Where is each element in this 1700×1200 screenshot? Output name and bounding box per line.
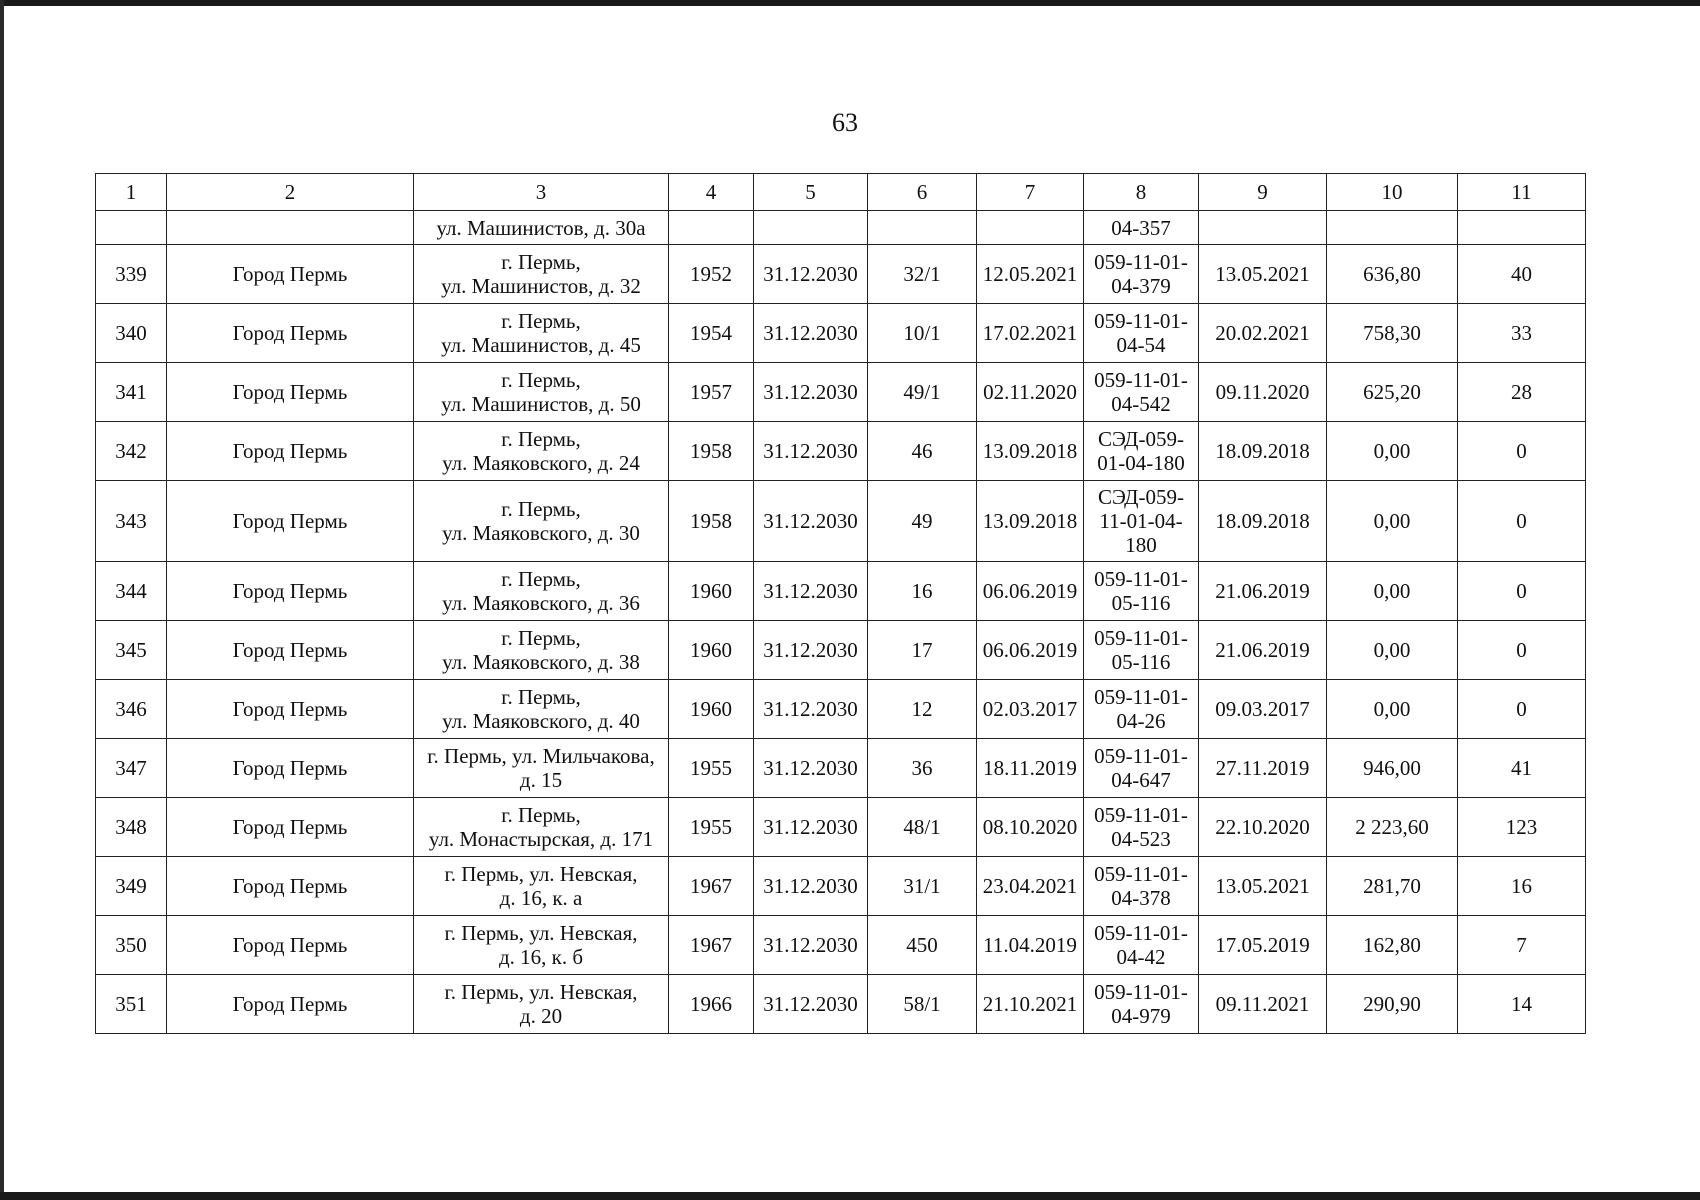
area-cell: 0,00 (1327, 621, 1458, 680)
document-number-cell (1084, 621, 1199, 680)
document-number-cell-line: 04-378 (1111, 886, 1171, 910)
address-cell-line: ул. Монастырская, д. 171 (428, 827, 654, 851)
cell-empty (96, 211, 167, 245)
document-number-cell-line: 059-11-01- (1094, 980, 1188, 1004)
address-cell (414, 916, 669, 975)
number-cell: 32/1 (868, 245, 977, 304)
address-cell-line: г. Пермь, (501, 368, 581, 392)
deadline-cell: 31.12.2030 (754, 916, 868, 975)
number-cell: 36 (868, 739, 977, 798)
document-number-cell-line: 05-116 (1111, 591, 1171, 615)
address-cell-line: г. Пермь, ул. Невская, (444, 921, 638, 945)
number-cell: 16 (868, 562, 977, 621)
address-cell-line: г. Пермь, (501, 250, 581, 274)
address-cell-line: ул. Машинистов, д. 50 (441, 392, 641, 416)
municipality-cell: Город Пермь (167, 798, 414, 857)
deadline-cell: 31.12.2030 (754, 562, 868, 621)
document-number-cell-line: 04-523 (1111, 827, 1171, 851)
deadline-cell: 31.12.2030 (754, 857, 868, 916)
table-row (96, 739, 1586, 798)
document-number-cell-line: 059-11-01- (1094, 368, 1188, 392)
deadline-cell: 31.12.2030 (754, 739, 868, 798)
persons-cell: 41 (1458, 739, 1586, 798)
number-cell: 450 (868, 916, 977, 975)
document-number-cell-line: СЭД-059- (1098, 485, 1184, 509)
document-number-cell (1084, 481, 1199, 562)
address-cell-line: г. Пермь, (501, 626, 581, 650)
document-number-cell (1084, 798, 1199, 857)
year-cell: 1960 (669, 621, 754, 680)
address-cell-line: ул. Машинистов, д. 45 (441, 333, 641, 357)
year-cell: 1967 (669, 916, 754, 975)
document-number-cell (1084, 245, 1199, 304)
number-cell: 58/1 (868, 975, 977, 1034)
row-number: 348 (96, 798, 167, 857)
date-cell: 09.03.2017 (1199, 680, 1327, 739)
date-cell: 13.05.2021 (1199, 857, 1327, 916)
document-number-cell-line: 059-11-01- (1094, 626, 1188, 650)
table-row (96, 975, 1586, 1034)
municipality-cell: Город Пермь (167, 562, 414, 621)
address-cell-line: ул. Маяковского, д. 40 (442, 709, 640, 733)
document-number-cell (1084, 680, 1199, 739)
column-number: 5 (754, 174, 868, 211)
date-cell: 23.04.2021 (977, 857, 1084, 916)
document-number-cell-line: СЭД-059- (1098, 427, 1184, 451)
persons-cell: 7 (1458, 916, 1586, 975)
row-number: 351 (96, 975, 167, 1034)
document-number-cell-line: 04-647 (1111, 768, 1171, 792)
document-number-cell (1084, 916, 1199, 975)
address-cell-line: д. 20 (519, 1004, 563, 1028)
date-cell: 11.04.2019 (977, 916, 1084, 975)
page-number: 63 (832, 108, 858, 137)
table-row (96, 562, 1586, 621)
date-cell: 21.10.2021 (977, 975, 1084, 1034)
persons-cell: 0 (1458, 680, 1586, 739)
deadline-cell: 31.12.2030 (754, 621, 868, 680)
date-cell: 21.06.2019 (1199, 562, 1327, 621)
cell-empty (1327, 211, 1458, 245)
scan-edge-bottom (0, 1192, 1700, 1200)
document-number-cell-line: 05-116 (1111, 650, 1171, 674)
date-cell: 27.11.2019 (1199, 739, 1327, 798)
area-cell: 0,00 (1327, 680, 1458, 739)
deadline-cell: 31.12.2030 (754, 680, 868, 739)
address-cell (414, 245, 669, 304)
address-cell-line: д. 15 (519, 768, 563, 792)
document-number-cell-line: 059-11-01- (1094, 803, 1188, 827)
date-cell: 13.05.2021 (1199, 245, 1327, 304)
table-row (96, 481, 1586, 562)
persons-cell: 0 (1458, 562, 1586, 621)
address-cell (414, 975, 669, 1034)
table-row (96, 916, 1586, 975)
address-cell-line: ул. Машинистов, д. 32 (441, 274, 641, 298)
column-number: 8 (1084, 174, 1199, 211)
register-table (95, 173, 1586, 1034)
document-number-cell (1084, 857, 1199, 916)
date-cell: 13.09.2018 (977, 481, 1084, 562)
address-cell (414, 621, 669, 680)
address-cell-line: г. Пермь, (501, 803, 581, 827)
municipality-cell: Город Пермь (167, 916, 414, 975)
column-number: 4 (669, 174, 754, 211)
table-row (96, 798, 1586, 857)
document-number-cell (1084, 739, 1199, 798)
column-number: 10 (1327, 174, 1458, 211)
year-cell: 1960 (669, 680, 754, 739)
date-cell: 17.05.2019 (1199, 916, 1327, 975)
cell-empty (167, 211, 414, 245)
address-cell-line: г. Пермь, (501, 427, 581, 451)
area-cell: 281,70 (1327, 857, 1458, 916)
address-cell-line: г. Пермь, (501, 497, 581, 521)
column-number-row (96, 174, 1586, 211)
row-number: 343 (96, 481, 167, 562)
number-cell: 10/1 (868, 304, 977, 363)
document-number-cell-line: 059-11-01- (1094, 309, 1188, 333)
document-number-cell-line: 04-542 (1111, 392, 1171, 416)
document-number-cell-line: 04-54 (1116, 333, 1166, 357)
row-number: 341 (96, 363, 167, 422)
municipality-cell: Город Пермь (167, 621, 414, 680)
deadline-cell: 31.12.2030 (754, 975, 868, 1034)
area-cell: 290,90 (1327, 975, 1458, 1034)
cell-empty (754, 211, 868, 245)
document-number-cell-line: 04-979 (1111, 1004, 1171, 1028)
area-cell: 625,20 (1327, 363, 1458, 422)
document-number-cell-line: 059-11-01- (1094, 862, 1188, 886)
date-cell: 02.03.2017 (977, 680, 1084, 739)
continuation-address: ул. Машинистов, д. 30а (414, 211, 669, 245)
date-cell: 13.09.2018 (977, 422, 1084, 481)
document-number-cell (1084, 562, 1199, 621)
column-number: 3 (414, 174, 669, 211)
date-cell: 18.09.2018 (1199, 422, 1327, 481)
date-cell: 17.02.2021 (977, 304, 1084, 363)
year-cell: 1958 (669, 422, 754, 481)
number-cell: 31/1 (868, 857, 977, 916)
date-cell: 18.09.2018 (1199, 481, 1327, 562)
date-cell: 09.11.2021 (1199, 975, 1327, 1034)
year-cell: 1967 (669, 857, 754, 916)
date-cell: 02.11.2020 (977, 363, 1084, 422)
address-cell (414, 739, 669, 798)
municipality-cell: Город Пермь (167, 680, 414, 739)
document-number-cell-line: 11-01-04- (1099, 509, 1183, 533)
persons-cell: 0 (1458, 422, 1586, 481)
address-cell-line: г. Пермь, (501, 309, 581, 333)
area-cell: 758,30 (1327, 304, 1458, 363)
document-number-cell (1084, 304, 1199, 363)
address-cell (414, 680, 669, 739)
persons-cell: 0 (1458, 621, 1586, 680)
row-number: 342 (96, 422, 167, 481)
column-number: 11 (1458, 174, 1586, 211)
number-cell: 49/1 (868, 363, 977, 422)
year-cell: 1955 (669, 739, 754, 798)
address-cell (414, 422, 669, 481)
column-number: 6 (868, 174, 977, 211)
address-cell-line: г. Пермь, ул. Невская, (444, 862, 638, 886)
year-cell: 1952 (669, 245, 754, 304)
row-number: 346 (96, 680, 167, 739)
row-number: 350 (96, 916, 167, 975)
date-cell: 18.11.2019 (977, 739, 1084, 798)
table-row (96, 621, 1586, 680)
number-cell: 17 (868, 621, 977, 680)
municipality-cell: Город Пермь (167, 304, 414, 363)
address-cell-line: г. Пермь, (501, 567, 581, 591)
deadline-cell: 31.12.2030 (754, 798, 868, 857)
document-number-cell-line: 01-04-180 (1097, 451, 1185, 475)
number-cell: 46 (868, 422, 977, 481)
persons-cell: 0 (1458, 481, 1586, 562)
row-number: 344 (96, 562, 167, 621)
deadline-cell: 31.12.2030 (754, 245, 868, 304)
cell-empty (868, 211, 977, 245)
date-cell: 06.06.2019 (977, 562, 1084, 621)
address-cell-line: д. 16, к. а (499, 886, 583, 910)
address-cell-line: г. Пермь, (501, 685, 581, 709)
municipality-cell: Город Пермь (167, 739, 414, 798)
table-row (96, 304, 1586, 363)
persons-cell: 33 (1458, 304, 1586, 363)
address-cell-line: г. Пермь, ул. Невская, (444, 980, 638, 1004)
document-number-cell-line: 059-11-01- (1094, 685, 1188, 709)
row-number: 345 (96, 621, 167, 680)
document-number-cell-line: 180 (1125, 533, 1157, 557)
cell-empty (1199, 211, 1327, 245)
number-cell: 49 (868, 481, 977, 562)
address-cell-line: г. Пермь, ул. Мильчакова, (427, 744, 655, 768)
address-cell (414, 857, 669, 916)
document-number-cell (1084, 975, 1199, 1034)
year-cell: 1960 (669, 562, 754, 621)
deadline-cell: 31.12.2030 (754, 422, 868, 481)
row-number: 347 (96, 739, 167, 798)
cell-empty (977, 211, 1084, 245)
deadline-cell: 31.12.2030 (754, 304, 868, 363)
persons-cell: 28 (1458, 363, 1586, 422)
address-cell (414, 562, 669, 621)
address-cell (414, 481, 669, 562)
date-cell: 20.02.2021 (1199, 304, 1327, 363)
area-cell: 0,00 (1327, 481, 1458, 562)
document-number-cell-line: 059-11-01- (1094, 567, 1188, 591)
document-number-cell-line: 059-11-01- (1094, 250, 1188, 274)
area-cell: 0,00 (1327, 562, 1458, 621)
document-number-cell-line: 059-11-01- (1094, 921, 1188, 945)
persons-cell: 14 (1458, 975, 1586, 1034)
year-cell: 1957 (669, 363, 754, 422)
document-number-cell-line: 04-42 (1116, 945, 1166, 969)
municipality-cell: Город Пермь (167, 363, 414, 422)
address-cell-line: ул. Маяковского, д. 24 (442, 451, 640, 475)
document-number-cell-line: 04-379 (1111, 274, 1171, 298)
document-number-cell (1084, 422, 1199, 481)
persons-cell: 40 (1458, 245, 1586, 304)
year-cell: 1966 (669, 975, 754, 1034)
table-row (96, 857, 1586, 916)
area-cell: 162,80 (1327, 916, 1458, 975)
table-row (96, 680, 1586, 739)
deadline-cell: 31.12.2030 (754, 363, 868, 422)
municipality-cell: Город Пермь (167, 857, 414, 916)
date-cell: 09.11.2020 (1199, 363, 1327, 422)
area-cell: 636,80 (1327, 245, 1458, 304)
scan-edge-top (0, 0, 1700, 6)
address-cell (414, 304, 669, 363)
scan-edge-left (0, 0, 4, 1200)
address-cell-line: д. 16, к. б (498, 945, 584, 969)
municipality-cell: Город Пермь (167, 422, 414, 481)
municipality-cell: Город Пермь (167, 975, 414, 1034)
continuation-row (96, 211, 1586, 245)
document-number-cell-line: 04-26 (1116, 709, 1166, 733)
area-cell: 2 223,60 (1327, 798, 1458, 857)
area-cell: 946,00 (1327, 739, 1458, 798)
date-cell: 22.10.2020 (1199, 798, 1327, 857)
year-cell: 1954 (669, 304, 754, 363)
persons-cell: 16 (1458, 857, 1586, 916)
date-cell: 12.05.2021 (977, 245, 1084, 304)
address-cell-line: ул. Маяковского, д. 36 (442, 591, 640, 615)
date-cell: 08.10.2020 (977, 798, 1084, 857)
area-cell: 0,00 (1327, 422, 1458, 481)
year-cell: 1955 (669, 798, 754, 857)
table-row (96, 363, 1586, 422)
address-cell (414, 363, 669, 422)
municipality-cell: Город Пермь (167, 481, 414, 562)
document-number-cell (1084, 363, 1199, 422)
number-cell: 48/1 (868, 798, 977, 857)
column-number: 7 (977, 174, 1084, 211)
table-row (96, 422, 1586, 481)
column-number: 1 (96, 174, 167, 211)
persons-cell: 123 (1458, 798, 1586, 857)
table-row (96, 245, 1586, 304)
address-cell-line: ул. Маяковского, д. 30 (442, 521, 640, 545)
date-cell: 21.06.2019 (1199, 621, 1327, 680)
cell-empty (1458, 211, 1586, 245)
row-number: 340 (96, 304, 167, 363)
deadline-cell: 31.12.2030 (754, 481, 868, 562)
column-number: 9 (1199, 174, 1327, 211)
municipality-cell: Город Пермь (167, 245, 414, 304)
row-number: 339 (96, 245, 167, 304)
year-cell: 1958 (669, 481, 754, 562)
row-number: 349 (96, 857, 167, 916)
continuation-doc-number: 04-357 (1084, 211, 1199, 245)
number-cell: 12 (868, 680, 977, 739)
address-cell-line: ул. Маяковского, д. 38 (442, 650, 640, 674)
column-number: 2 (167, 174, 414, 211)
date-cell: 06.06.2019 (977, 621, 1084, 680)
address-cell (414, 798, 669, 857)
table-body (96, 174, 1586, 1034)
document-number-cell-line: 059-11-01- (1094, 744, 1188, 768)
cell-empty (669, 211, 754, 245)
